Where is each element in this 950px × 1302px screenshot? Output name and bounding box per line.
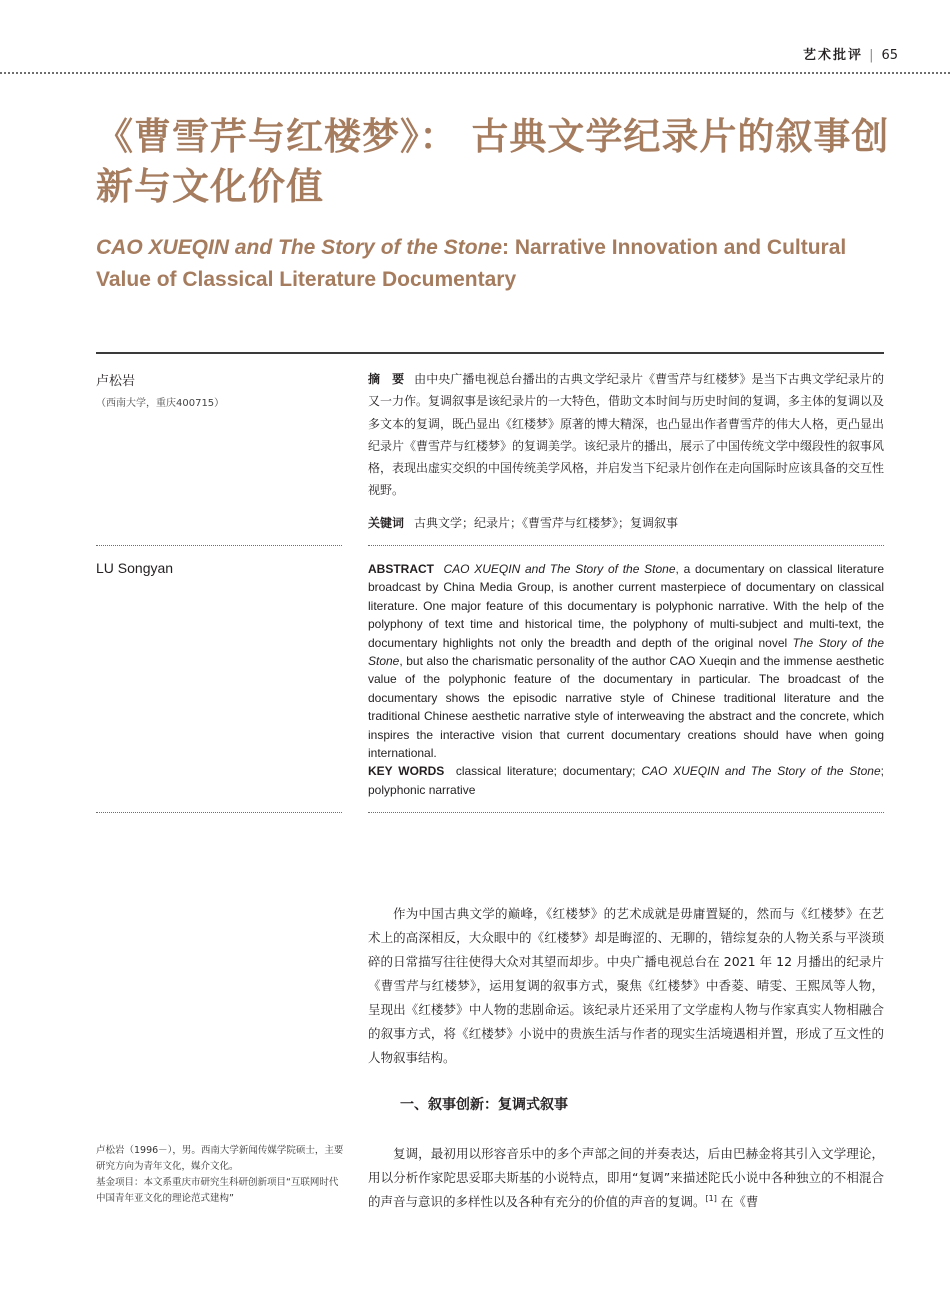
running-head — [803, 44, 898, 63]
footnote-author-bio: 卢松岩（1996－），男。西南大学新闻传媒学院硕士，主要研究方向为青年文化，媒介文化。 — [96, 1145, 344, 1172]
footnote — [96, 1143, 344, 1207]
abstract-en-label: ABSTRACT — [368, 562, 434, 576]
body-paragraph-2-text: 复调，最初用以形容音乐中的多个声部之间的并奏表达，后由巴赫金将其引入文学理论，用以分析作家陀思妥耶夫斯基的小说特点，即用“复调”来描述陀氏小说中各种独立的不相混合的声音与意识的多样性以及各种有充分的价值的声音的复调。 — [368, 1146, 884, 1209]
divider-right-1 — [368, 545, 884, 546]
keywords-en-label: KEY WORDS — [368, 764, 445, 779]
abstract-en-text-2: , but also the charismatic personality of the author CAO Xueqin and the immense aesthetic value of the polyphonic feature of the documentary in particular. The broadcast of the documentary shows the episodic narrative style of Chinese traditional literature and the traditional Chinese aesthetic narrative style of interweaving the abstract and the concrete, which inspires the interactive vision that current documentary creations should have when going international. — [368, 654, 884, 761]
section-heading: 一、叙事创新：复调式叙事 — [400, 1097, 568, 1113]
title-chinese: 《曹雪芹与红楼梦》： 古典文学纪录片的叙事创新与文化价值 — [96, 115, 890, 208]
abstract-en-italic-2: The Story of the Stone — [368, 635, 884, 669]
keywords-en-text-1: classical literature; documentary; — [455, 764, 642, 779]
header-rule — [96, 352, 884, 354]
abstract-zh — [368, 368, 884, 502]
abstract-en — [368, 560, 884, 799]
title-english — [96, 232, 896, 296]
keywords-zh-label: 关键词 — [368, 516, 405, 530]
journal-section: 艺术批评 — [803, 48, 864, 63]
footnote-funding: 基金项目：本文系重庆市研究生科研创新项目“互联网时代中国青年亚文化的理论范式建构” — [96, 1177, 339, 1204]
body-paragraph-1: 作为中国古典文学的巅峰，《红楼梦》的艺术成就是毋庸置疑的，然而与《红楼梦》在艺术上的高深相反，大众眼中的《红楼梦》却是晦涩的、无聊的，错综复杂的人物关系与平淡琐碎的日常描写往往使得大众对其望而却步。中央广播电视总台在 2021 年 12 月播出的纪录片《曹雪芹与红楼梦》，运用复调的叙事方式，聚焦《红楼梦》中香菱、晴雯、王熙凤等人物，呈现出《红楼梦》中人物的悲剧命运。该纪录片还采用了文学虚构人物与作家真实人物相融合的叙事方式，将《红楼梦》小说中的贵族生活与作者的现实生活境遇相并置，形成了互文性的人物叙事结构。 — [368, 906, 884, 1065]
keywords-en-italic: CAO XUEQIN and The Story of the Stone — [641, 764, 881, 779]
keywords-zh — [368, 512, 884, 534]
page-number: 65 — [881, 48, 898, 63]
author-name-zh: 卢松岩 — [96, 374, 136, 389]
abstract-zh-label: 摘 要 — [368, 372, 405, 386]
abstract-en-italic-1: CAO XUEQIN and The Story of the Stone — [443, 562, 676, 576]
top-dotted-rule — [0, 72, 950, 74]
author-name-en: LU Songyan — [96, 560, 174, 576]
divider-left-2 — [96, 812, 342, 813]
body-paragraph-2-tail: 在《曹 — [720, 1194, 759, 1209]
abstract-zh-text: 由中央广播电视总台播出的古典文学纪录片《曹雪芹与红楼梦》是当下古典文学纪录片的又一力作。复调叙事是该纪录片的一大特色，借助文本时间与历史时间的复调，多主体的复调以及多文本的复调，既凸显出《红楼梦》原著的博大精深，也凸显出作者曹雪芹的伟大人格，更凸显出纪录片《曹雪芹与红楼梦》的复调美学。该纪录片的播出，展示了中国传统文学中缀段性的叙事风格，表现出虚实交织的中国传统美学风格，并启发当下纪录片创作在走向国际时应该具备的交互性视野。 — [368, 372, 885, 498]
citation-marker[interactable]: [1] — [705, 1193, 717, 1203]
title-english-rest: : Narrative Innovation and Cultural Value of Classical Literature Documentary — [96, 236, 847, 291]
running-head-separator: | — [869, 48, 876, 63]
divider-left-1 — [96, 545, 342, 546]
keywords-zh-text: 古典文学；纪录片；《曹雪芹与红楼梦》；复调叙事 — [414, 516, 679, 530]
body-paragraph-2 — [368, 1142, 884, 1214]
abstract-en-text-1: , a documentary on classical literature broadcast by China Media Group, is another current masterpiece of documentary on classical literature. One major feature of this documentary is polyphonic narrative. With the help of the polyphony of text time and historical time, the polyphony of multi-subject and multi-text, the documentary highlights not only the breadth and depth of the original novel — [368, 562, 884, 650]
title-english-italic: CAO XUEQIN and The Story of the Stone — [96, 236, 503, 259]
divider-right-2 — [368, 812, 884, 813]
keywords-en-text-2: ; polyphonic narrative — [368, 764, 884, 797]
author-affiliation-zh: （西南大学，重庆400715） — [96, 398, 225, 409]
